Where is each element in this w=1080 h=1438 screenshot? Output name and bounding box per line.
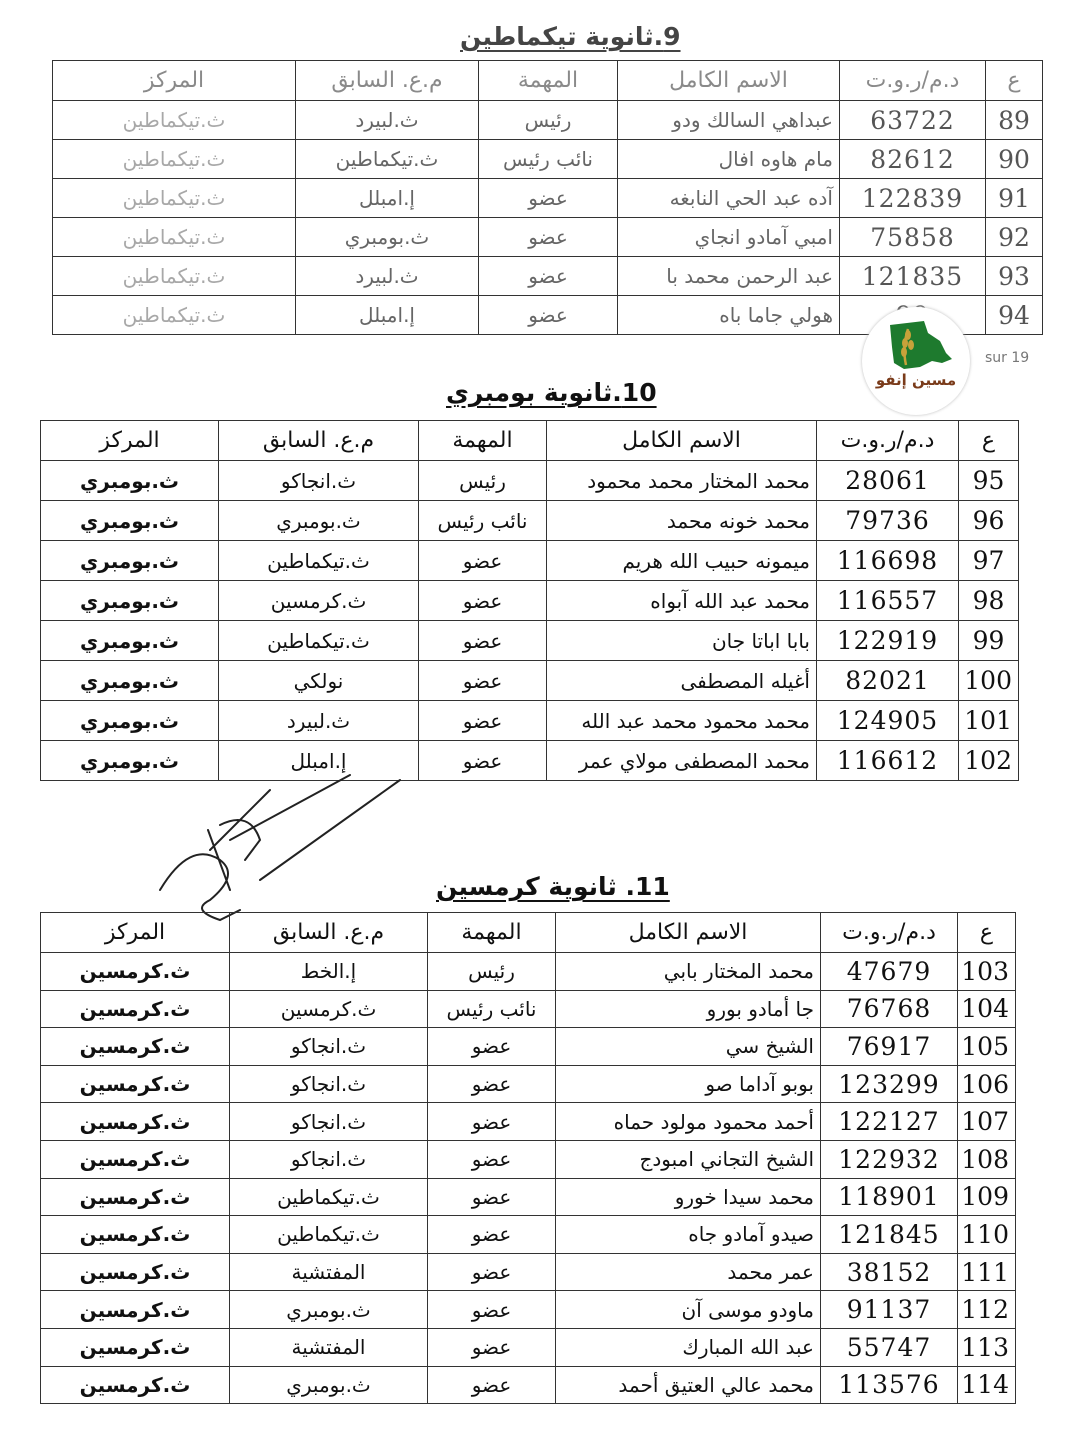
table-row [41, 1366, 1016, 1404]
cell-prev-center: المفتشية [230, 1253, 428, 1291]
header-center: المركز [41, 421, 219, 461]
cell-name: عبد الرحمن محمد با [618, 257, 840, 296]
header-id: د.م/ر.و.ت [840, 61, 986, 101]
table-row [41, 1253, 1016, 1291]
cell-role: عضو [428, 1028, 556, 1066]
cell-id: 91137 [821, 1291, 958, 1329]
cell-prev-center: ث.تيكماطين [230, 1178, 428, 1216]
table-row [41, 661, 1019, 701]
cell-id: 116557 [817, 581, 959, 621]
header-prev: م.ع. السابق [219, 421, 419, 461]
header-num: ع [986, 61, 1043, 101]
cell-role: عضو [428, 1065, 556, 1103]
cell-num: 108 [958, 1140, 1016, 1178]
cell-role: عضو [419, 581, 547, 621]
cell-name: الشيخ التجاني امبودج [556, 1140, 821, 1178]
members-table [52, 60, 1043, 335]
cell-center: ث.كرمسين [41, 990, 230, 1028]
cell-role: عضو [428, 1178, 556, 1216]
cell-prev-center: إ.امبلل [296, 179, 479, 218]
cell-name: محمد عبد الله آبواه [547, 581, 817, 621]
cell-center: ث.كرمسين [41, 1328, 230, 1366]
cell-prev-center: ث.لبيرد [296, 257, 479, 296]
map-icon [862, 307, 970, 415]
cell-num: 93 [986, 257, 1043, 296]
header-role: المهمة [479, 61, 618, 101]
cell-name: محمد سيدا خورو [556, 1178, 821, 1216]
cell-num: 114 [958, 1366, 1016, 1404]
cell-id: 113576 [821, 1366, 958, 1404]
cell-center: ث.تيكماطين [53, 296, 296, 335]
cell-id: 79736 [817, 501, 959, 541]
cell-name: أغيله المصطفى [547, 661, 817, 701]
header-num: ع [958, 913, 1016, 953]
cell-id: 121835 [840, 257, 986, 296]
cell-prev-center: إ.امبلل [296, 296, 479, 335]
cell-name: جا أمادو بورو [556, 990, 821, 1028]
cell-id: 47679 [821, 953, 958, 991]
cell-num: 103 [958, 953, 1016, 991]
cell-name: امبي آمادو انجاي [618, 218, 840, 257]
cell-num: 112 [958, 1291, 1016, 1329]
cell-name: محمد محمود محمد عبد الله [547, 701, 817, 741]
header-num: ع [959, 421, 1019, 461]
header-prev: م.ع. السابق [230, 913, 428, 953]
cell-center: ث.كرمسين [41, 1291, 230, 1329]
table-row [41, 501, 1019, 541]
cell-prev-center: ث.بومبري [230, 1291, 428, 1329]
table-row [41, 1291, 1016, 1329]
cell-num: 106 [958, 1065, 1016, 1103]
header-name: الاسم الكامل [556, 913, 821, 953]
cell-name: هولي جاما باه [618, 296, 840, 335]
cell-num: 97 [959, 541, 1019, 581]
cell-center: ث.تيكماطين [53, 257, 296, 296]
cell-name: آده عبد الحي النابغه [618, 179, 840, 218]
cell-prev-center: ث.انجاكو [219, 461, 419, 501]
table-row [41, 581, 1019, 621]
table-row [41, 1178, 1016, 1216]
cell-num: 94 [986, 296, 1043, 335]
cell-num: 107 [958, 1103, 1016, 1141]
table-header-row [41, 913, 1016, 953]
cell-center: ث.بومبري [41, 621, 219, 661]
cell-role: عضو [428, 1103, 556, 1141]
section-title: 10.ثانوية بومبري [446, 378, 657, 407]
header-role: المهمة [428, 913, 556, 953]
cell-center: ث.بومبري [41, 701, 219, 741]
cell-role: عضو [428, 1291, 556, 1329]
cell-role: عضو [428, 1216, 556, 1254]
cell-role: عضو [419, 621, 547, 661]
cell-center: ث.بومبري [41, 581, 219, 621]
cell-center: ث.بومبري [41, 661, 219, 701]
cell-name: بابا اباتا جان [547, 621, 817, 661]
logo-text: مسين إنفو [875, 371, 957, 389]
cell-center: ث.تيكماطين [53, 218, 296, 257]
cell-id: 38152 [821, 1253, 958, 1291]
cell-id: 82612 [840, 140, 986, 179]
table-row [41, 1140, 1016, 1178]
header-center: المركز [41, 913, 230, 953]
cell-center: ث.بومبري [41, 461, 219, 501]
cell-center: ث.كرمسين [41, 1028, 230, 1066]
cell-prev-center: المفتشية [230, 1328, 428, 1366]
cell-id: 28061 [817, 461, 959, 501]
header-center: المركز [53, 61, 296, 101]
members-table [40, 420, 1019, 781]
header-name: الاسم الكامل [618, 61, 840, 101]
cell-id: 122839 [840, 179, 986, 218]
signature [150, 770, 410, 930]
cell-id: 116698 [817, 541, 959, 581]
cell-role: عضو [428, 1140, 556, 1178]
cell-prev-center: ث.بومبري [230, 1366, 428, 1404]
cell-center: ث.كرمسين [41, 1103, 230, 1141]
cell-prev-center: ث.تيكماطين [219, 541, 419, 581]
cell-center: ث.كرمسين [41, 1065, 230, 1103]
cell-prev-center: ث.بومبري [219, 501, 419, 541]
table-row [53, 140, 1043, 179]
cell-prev-center: ث.كرمسين [230, 990, 428, 1028]
cell-prev-center: ث.انجاكو [230, 1103, 428, 1141]
cell-id: 63722 [840, 101, 986, 140]
cell-prev-center: نولكي [219, 661, 419, 701]
cell-name: ميمونه حبيب الله هريم [547, 541, 817, 581]
cell-id: 122932 [821, 1140, 958, 1178]
cell-id: 123299 [821, 1065, 958, 1103]
cell-name: عبد الله المبارك [556, 1328, 821, 1366]
cell-id: 75858 [840, 218, 986, 257]
cell-num: 96 [959, 501, 1019, 541]
cell-id: 124905 [817, 701, 959, 741]
table-row [53, 218, 1043, 257]
cell-role: عضو [479, 179, 618, 218]
logo [862, 307, 970, 415]
cell-num: 113 [958, 1328, 1016, 1366]
cell-id: 122127 [821, 1103, 958, 1141]
cell-num: 91 [986, 179, 1043, 218]
cell-prev-center: ث.تيكماطين [296, 140, 479, 179]
table-row [41, 953, 1016, 991]
cell-center: ث.كرمسين [41, 1216, 230, 1254]
cell-center: ث.كرمسين [41, 1140, 230, 1178]
cell-name: أحمد محمود مولود حماه [556, 1103, 821, 1141]
table-row [41, 1028, 1016, 1066]
cell-name: محمد المختار محمد محمود [547, 461, 817, 501]
page-note: sur 19 [985, 350, 1030, 366]
cell-role: عضو [419, 541, 547, 581]
cell-center: ث.كرمسين [41, 1253, 230, 1291]
cell-name: مام هاوه افال [618, 140, 840, 179]
cell-prev-center: ث.كرمسين [219, 581, 419, 621]
cell-name: محمد خونه محمد [547, 501, 817, 541]
cell-prev-center: ث.لبيرد [296, 101, 479, 140]
table-row [41, 461, 1019, 501]
cell-name: محمد عالي العتيق أحمد [556, 1366, 821, 1404]
cell-role: عضو [419, 661, 547, 701]
cell-role: عضو [428, 1328, 556, 1366]
cell-name: صيدو آمادو جاه [556, 1216, 821, 1254]
header-id: د.م/ر.و.ت [817, 421, 959, 461]
cell-prev-center: ث.تيكماطين [219, 621, 419, 661]
cell-role: نائب رئيس [428, 990, 556, 1028]
cell-center: ث.كرمسين [41, 1178, 230, 1216]
cell-prev-center: ث.انجاكو [230, 1140, 428, 1178]
cell-id: 121845 [821, 1216, 958, 1254]
cell-name: ماودو موسى آن [556, 1291, 821, 1329]
header-name: الاسم الكامل [547, 421, 817, 461]
cell-role: عضو [479, 218, 618, 257]
cell-name: عبداهي السالك ودو [618, 101, 840, 140]
cell-id: 118901 [821, 1178, 958, 1216]
cell-num: 109 [958, 1178, 1016, 1216]
cell-role: رئيس [479, 101, 618, 140]
cell-name: عمر محمد [556, 1253, 821, 1291]
table-row [41, 541, 1019, 581]
table-header-row [53, 61, 1043, 101]
cell-prev-center: ث.انجاكو [230, 1065, 428, 1103]
cell-center: ث.تيكماطين [53, 101, 296, 140]
cell-num: 111 [958, 1253, 1016, 1291]
table-header-row [41, 421, 1019, 461]
cell-num: 98 [959, 581, 1019, 621]
table-row [41, 701, 1019, 741]
cell-center: ث.تيكماطين [53, 179, 296, 218]
members-table [40, 912, 1016, 1404]
cell-prev-center: ث.بومبري [296, 218, 479, 257]
table-row [41, 1065, 1016, 1103]
cell-center: ث.بومبري [41, 741, 219, 781]
cell-prev-center: إ.الخط [230, 953, 428, 991]
cell-center: ث.كرمسين [41, 953, 230, 991]
cell-name: الشيخ سي [556, 1028, 821, 1066]
cell-name: بوبو آداما صو [556, 1065, 821, 1103]
table-row [53, 101, 1043, 140]
header-id: د.م/ر.و.ت [821, 913, 958, 953]
cell-role: عضو [428, 1366, 556, 1404]
cell-num: 102 [959, 741, 1019, 781]
cell-num: 99 [959, 621, 1019, 661]
header-role: المهمة [419, 421, 547, 461]
cell-num: 89 [986, 101, 1043, 140]
cell-id: 76917 [821, 1028, 958, 1066]
cell-center: ث.بومبري [41, 501, 219, 541]
cell-center: ث.تيكماطين [53, 140, 296, 179]
cell-num: 92 [986, 218, 1043, 257]
header-prev: م.ع. السابق [296, 61, 479, 101]
table-row [53, 179, 1043, 218]
cell-id: 82021 [817, 661, 959, 701]
cell-prev-center: ث.تيكماطين [230, 1216, 428, 1254]
cell-role: نائب رئيس [479, 140, 618, 179]
cell-role: نائب رئيس [419, 501, 547, 541]
table-row [41, 1103, 1016, 1141]
cell-id: 76768 [821, 990, 958, 1028]
cell-num: 100 [959, 661, 1019, 701]
table-row [41, 990, 1016, 1028]
cell-name: محمد المختار بابي [556, 953, 821, 991]
cell-role: عضو [479, 257, 618, 296]
cell-center: ث.كرمسين [41, 1366, 230, 1404]
cell-num: 104 [958, 990, 1016, 1028]
cell-role: عضو [419, 741, 547, 781]
table-row [41, 621, 1019, 661]
cell-role: عضو [419, 701, 547, 741]
cell-id: 55747 [821, 1328, 958, 1366]
table-row [41, 1328, 1016, 1366]
cell-num: 101 [959, 701, 1019, 741]
cell-role: رئيس [419, 461, 547, 501]
cell-num: 90 [986, 140, 1043, 179]
cell-id: 116612 [817, 741, 959, 781]
cell-role: عضو [479, 296, 618, 335]
cell-num: 105 [958, 1028, 1016, 1066]
cell-role: رئيس [428, 953, 556, 991]
cell-num: 110 [958, 1216, 1016, 1254]
cell-id: 122919 [817, 621, 959, 661]
cell-role: عضو [428, 1253, 556, 1291]
table-row [41, 1216, 1016, 1254]
cell-prev-center: ث.لبيرد [219, 701, 419, 741]
section-title: 11. ثانوية كرمسين [436, 872, 670, 901]
table-row [53, 257, 1043, 296]
cell-num: 95 [959, 461, 1019, 501]
cell-prev-center: ث.انجاكو [230, 1028, 428, 1066]
cell-prev-center: إ.امبلل [219, 741, 419, 781]
cell-name: محمد المصطفى مولاي عمر [547, 741, 817, 781]
section-title: 9.ثانوية تيكماطين [460, 22, 681, 51]
cell-center: ث.بومبري [41, 541, 219, 581]
